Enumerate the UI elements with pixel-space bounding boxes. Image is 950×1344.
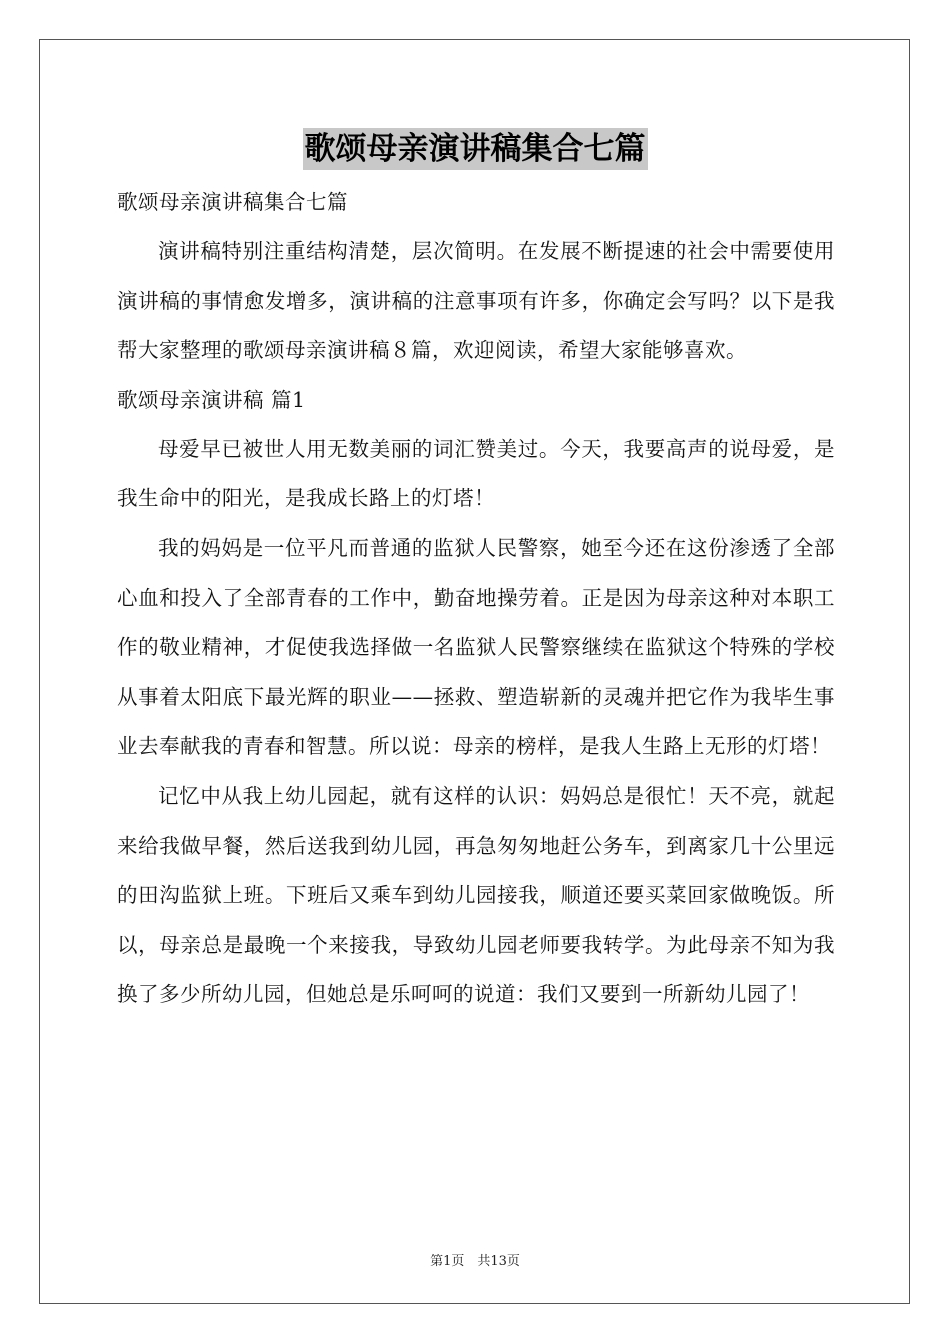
intro-paragraph: 演讲稿特别注重结构清楚，层次简明。在发展不断提速的社会中需要使用演讲稿的事情愈发增多，演讲稿的注意事项有许多，你确定会写吗？以下是我帮大家整理的歌颂母亲演讲稿８篇，欢迎阅读，希望大家能够喜欢。	[117, 239, 835, 363]
page-footer: 第1页 共13页	[430, 1254, 520, 1269]
body-paragraph: 母爱早已被世人用无数美丽的词汇赞美过。今天，我要高声的说母爱，是我生命中的阳光，是我成长路上的灯塔！	[117, 436, 835, 511]
document-subtitle: 歌颂母亲演讲稿集合七篇	[117, 190, 348, 214]
body-paragraph: 记忆中从我上幼儿园起，就有这样的认识：妈妈总是很忙！天不亮，就起来给我做早餐，然后送我到幼儿园，再急匆匆地赶公务车，到离家几十公里远的田沟监狱上班。下班后又乘车到幼儿园接我，顺道还要买菜回家做晚饭。所以，母亲总是最晚一个来接我，导致幼儿园老师要我转学。为此母亲不知为我换了多少所幼儿园，但她总是乐呵呵的说道：我们又要到一所新幼儿园了！	[117, 783, 835, 1007]
document-title: 歌颂母亲演讲稿集合七篇	[303, 128, 648, 170]
title-container	[0, 128, 950, 170]
document-body	[117, 178, 835, 1020]
body-paragraph: 我的妈妈是一位平凡而普通的监狱人民警察，她至今还在这份渗透了全部心血和投入了全部青春的工作中，勤奋地操劳着。正是因为母亲这种对本职工作的敬业精神，才促使我选择做一名监狱人民警察继续在监狱这个特殊的学校从事着太阳底下最光辉的职业——拯救、塑造崭新的灵魂并把它作为我毕生事业去奉献我的青春和智慧。所以说：母亲的榜样，是我人生路上无形的灯塔！	[117, 535, 835, 759]
section-heading: 歌颂母亲演讲稿 篇1	[117, 387, 306, 412]
